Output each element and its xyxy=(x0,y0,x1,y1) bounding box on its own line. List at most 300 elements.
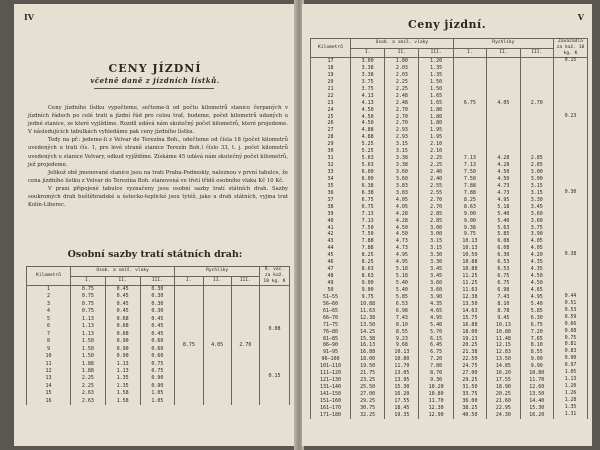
table-row xyxy=(311,65,588,72)
fare-cell: 6.75 xyxy=(453,100,486,107)
fare-cell: 1.13 xyxy=(71,323,106,330)
fare-cell: 5.40 xyxy=(520,301,553,308)
luggage-cell xyxy=(554,231,588,238)
luggage-cell xyxy=(554,79,588,86)
fare-cell: 2.70 xyxy=(385,120,419,127)
km-cell: 41 xyxy=(311,225,351,232)
fare-cell xyxy=(453,107,486,114)
fare-cell: 1.88 xyxy=(71,368,106,375)
fare-cell: 10.13 xyxy=(453,238,486,245)
fare-cell: 2.85 xyxy=(520,155,553,162)
fare-cell: 5.40 xyxy=(419,322,453,329)
km-cell: 7 xyxy=(27,331,71,338)
fare-cell xyxy=(520,141,553,148)
km-cell: 161—170 xyxy=(311,405,351,412)
fare-cell: 7.13 xyxy=(351,211,385,218)
luggage-cell xyxy=(260,286,290,406)
km-cell: 42 xyxy=(311,231,351,238)
fare-rows xyxy=(311,58,588,419)
fare-cell: 5.40 xyxy=(385,280,419,287)
fare-cell: 4.28 xyxy=(487,155,520,162)
luggage-cell: 0.81 xyxy=(554,342,588,349)
fare-cell: 8.63 xyxy=(351,273,385,280)
fare-cell: 14.40 xyxy=(520,398,553,405)
km-cell: 17 xyxy=(311,58,351,65)
instructions-text xyxy=(28,104,288,209)
fare-cell: 10.13 xyxy=(487,322,520,329)
fare-cell: 0.75 xyxy=(140,361,175,368)
km-cell: 16 xyxy=(27,398,71,405)
km-cell: 76—80 xyxy=(311,329,351,336)
fare-cell: 36.00 xyxy=(453,398,486,405)
fare-table-left xyxy=(26,266,290,405)
fare-cell: 15.30 xyxy=(385,384,419,391)
fare-cell: 1.50 xyxy=(71,338,106,345)
divider xyxy=(94,88,214,89)
fare-cell: 27.00 xyxy=(453,370,486,377)
table-row xyxy=(311,190,588,197)
fare-cell xyxy=(520,72,553,79)
fare-cell: 14.25 xyxy=(351,329,385,336)
fare-cell: 7.13 xyxy=(351,218,385,225)
table-row xyxy=(311,120,588,127)
class-header: II. xyxy=(487,48,520,58)
table-row xyxy=(311,238,588,245)
km-cell: 6 xyxy=(27,323,71,330)
fare-cell: 4.35 xyxy=(419,301,453,308)
fare-cell: 10.88 xyxy=(351,301,385,308)
km-cell: 3 xyxy=(27,301,71,308)
fare-cell: 23.25 xyxy=(351,377,385,384)
fare-cell: 1.13 xyxy=(71,331,106,338)
table-row xyxy=(311,377,588,384)
fare-cell: 4.50 xyxy=(385,231,419,238)
express-fare-cell: 4.05 xyxy=(203,286,231,406)
fare-cell: 9.68 xyxy=(385,342,419,349)
fare-cell: 20.25 xyxy=(487,391,520,398)
fare-cell xyxy=(453,148,486,155)
luggage-cell: 0.23 xyxy=(554,114,588,121)
fare-cell: 4.95 xyxy=(385,252,419,259)
class-header: I. xyxy=(175,276,203,286)
km-header: Kilometrů xyxy=(311,39,351,58)
paragraph: Ceny jízdního lístku vypočteme, sečteme-li od počtu kilometrů stanice čerpaných v jízdních řádech po celé trati a jízdní řád pro celou trať, budeme, počet kilometrů udaných u jedné stanice, ze které vyjíždíme. Rozdíl udává nám skutečný počet kilometrů, které projedeme. V následujících tabulkách vyhledáme pak ceny jízdního lístku. xyxy=(28,105,288,136)
km-cell: 46 xyxy=(311,259,351,266)
km-cell: 14 xyxy=(27,383,71,390)
fare-cell xyxy=(520,148,553,155)
fare-cell: 6.53 xyxy=(385,301,419,308)
fare-cell: 2.70 xyxy=(520,100,553,107)
table-row xyxy=(311,349,588,356)
right-page xyxy=(302,4,592,446)
fare-cell: 1.80 xyxy=(419,114,453,121)
km-cell: 56—60 xyxy=(311,301,351,308)
fare-cell: 12.38 xyxy=(453,294,486,301)
fare-cell: 3.75 xyxy=(351,86,385,93)
fare-cell: 8.25 xyxy=(351,252,385,259)
km-cell: 20 xyxy=(311,79,351,86)
fare-cell: 10.13 xyxy=(453,245,486,252)
fare-cell: 14.63 xyxy=(453,308,486,315)
km-cell: 47 xyxy=(311,266,351,273)
km-cell: 81—85 xyxy=(311,336,351,343)
km-cell: 22 xyxy=(311,93,351,100)
fare-cell: 3.38 xyxy=(385,155,419,162)
km-cell: 151—160 xyxy=(311,398,351,405)
fare-cell: 4.13 xyxy=(351,93,385,100)
fare-cell: 8.10 xyxy=(385,322,419,329)
fare-cell: 4.95 xyxy=(487,197,520,204)
km-cell: 61—65 xyxy=(311,308,351,315)
km-cell: 31 xyxy=(311,155,351,162)
fare-cell: 1.50 xyxy=(419,86,453,93)
fare-cell: 7.80 xyxy=(419,363,453,370)
luggage-cell xyxy=(554,155,588,162)
fare-cell: 4.95 xyxy=(385,259,419,266)
fare-cell: 6.75 xyxy=(487,273,520,280)
luggage-cell: 1.35 xyxy=(554,405,588,412)
fare-cell: 3.15 xyxy=(520,183,553,190)
fare-cell: 3.90 xyxy=(419,294,453,301)
fare-cell: 16.13 xyxy=(351,342,385,349)
fare-cell: 8.63 xyxy=(351,266,385,273)
fare-cell: 2.10 xyxy=(419,148,453,155)
class-header: III. xyxy=(140,276,175,286)
fare-cell: 4.35 xyxy=(520,259,553,266)
fare-cell: 1.35 xyxy=(419,65,453,72)
luggage-cell: 0.66 xyxy=(554,322,588,329)
fare-cell xyxy=(453,134,486,141)
fare-cell: 6.15 xyxy=(419,336,453,343)
fare-cell: 25.50 xyxy=(351,384,385,391)
fare-cell: 3.90 xyxy=(520,231,553,238)
fare-cell: 19.50 xyxy=(351,363,385,370)
luggage-cell: 1.31 xyxy=(554,412,588,419)
class-header: II. xyxy=(105,276,140,286)
fare-cell: 17.55 xyxy=(487,377,520,384)
fare-cell: 10.80 xyxy=(419,391,453,398)
km-cell: 44 xyxy=(311,245,351,252)
fare-cell: 3.00 xyxy=(419,231,453,238)
luggage-cell: 1.20 xyxy=(554,384,588,391)
fare-cell xyxy=(453,127,486,134)
fare-cell: 4.50 xyxy=(487,169,520,176)
luggage-cell xyxy=(554,176,588,183)
table-row xyxy=(311,197,588,204)
fare-cell: 8.25 xyxy=(453,197,486,204)
page-subtitle: včetně daně z jízdních lístků. xyxy=(90,76,220,85)
fare-cell: 2.25 xyxy=(71,375,106,382)
fare-cell: 2.55 xyxy=(419,183,453,190)
km-cell: 4 xyxy=(27,308,71,315)
fare-cell xyxy=(453,58,486,65)
fare-cell: 4.05 xyxy=(520,238,553,245)
fare-cell: 0.90 xyxy=(140,375,175,382)
fare-cell: 0.75 xyxy=(71,293,106,300)
fare-cell: 1.58 xyxy=(105,390,140,397)
fare-cell: 11.70 xyxy=(385,363,419,370)
fare-cell: 18.45 xyxy=(385,405,419,412)
fare-cell: 1.95 xyxy=(419,127,453,134)
fare-cell: 31.50 xyxy=(453,384,486,391)
fare-cell: 6.53 xyxy=(487,259,520,266)
fare-cell: 9.38 xyxy=(453,225,486,232)
fare-cell xyxy=(487,120,520,127)
km-cell: 29 xyxy=(311,141,351,148)
fare-cell: 3.15 xyxy=(520,190,553,197)
page-number: V xyxy=(577,12,584,22)
luggage-cell xyxy=(554,169,588,176)
luggage-cell xyxy=(554,225,588,232)
fare-cell: 16.20 xyxy=(385,391,419,398)
fare-cell: 7.43 xyxy=(385,315,419,322)
km-cell: 131—140 xyxy=(311,384,351,391)
fare-cell: 3.60 xyxy=(385,176,419,183)
fare-cell: 5.25 xyxy=(351,141,385,148)
luggage-cell xyxy=(554,120,588,127)
table-row xyxy=(311,259,588,266)
fare-cell: 4.35 xyxy=(520,266,553,273)
fare-cell: 7.50 xyxy=(453,176,486,183)
fare-cell: 3.83 xyxy=(385,190,419,197)
luggage-cell xyxy=(554,204,588,211)
fare-cell xyxy=(520,65,553,72)
km-cell: 50 xyxy=(311,287,351,294)
fare-cell: 0.90 xyxy=(105,353,140,360)
fare-cell: 13.50 xyxy=(453,301,486,308)
fare-cell: 2.70 xyxy=(385,107,419,114)
fare-cell: 19.13 xyxy=(453,336,486,343)
luggage-cell xyxy=(554,72,588,79)
table-row xyxy=(311,127,588,134)
class-header: II. xyxy=(385,48,419,58)
fare-cell: 5.70 xyxy=(419,329,453,336)
fare-cell: 2.70 xyxy=(385,114,419,121)
fare-cell: 16.88 xyxy=(351,349,385,356)
fare-cell: 3.83 xyxy=(385,183,419,190)
table-row xyxy=(311,301,588,308)
fare-cell xyxy=(487,58,520,65)
fare-cell xyxy=(487,65,520,72)
fare-cell: 4.50 xyxy=(351,107,385,114)
fare-cell: 11.63 xyxy=(351,308,385,315)
fare-cell xyxy=(453,72,486,79)
luggage-value: 0.08 xyxy=(268,326,281,332)
fare-cell: 1.58 xyxy=(105,398,140,405)
fare-cell: 2.25 xyxy=(419,162,453,169)
luggage-cell: 0.83 xyxy=(554,349,588,356)
km-cell: 121—130 xyxy=(311,377,351,384)
luggage-cell: 0.59 xyxy=(554,315,588,322)
fare-cell: 19.35 xyxy=(385,412,419,419)
fare-cell: 10.88 xyxy=(453,259,486,266)
fare-cell: 8.70 xyxy=(419,370,453,377)
fare-cell: 2.63 xyxy=(71,398,106,405)
fare-cell: 1.13 xyxy=(71,316,106,323)
fare-cell: 7.88 xyxy=(453,190,486,197)
km-cell: 9 xyxy=(27,346,71,353)
fare-cell: 6.53 xyxy=(487,266,520,273)
page-number: IV xyxy=(24,12,34,22)
km-cell: 96—100 xyxy=(311,356,351,363)
fare-cell xyxy=(487,86,520,93)
fare-cell: 3.45 xyxy=(520,204,553,211)
km-cell: 1 xyxy=(27,286,71,294)
fare-cell: 6.00 xyxy=(351,169,385,176)
fare-cell: 6.38 xyxy=(351,183,385,190)
fare-cell: 16.20 xyxy=(520,412,553,419)
fare-cell: 8.78 xyxy=(487,308,520,315)
fare-cell: 4.65 xyxy=(520,287,553,294)
luggage-cell xyxy=(554,65,588,72)
group-header-express: Rychlíky xyxy=(453,39,553,49)
luggage-cell xyxy=(554,162,588,169)
fare-cell: 5.25 xyxy=(351,148,385,155)
fare-cell: 0.45 xyxy=(140,316,175,323)
table-row xyxy=(311,336,588,343)
fare-cell: 3.15 xyxy=(385,148,419,155)
fare-cell: 1.35 xyxy=(419,72,453,79)
fare-cell: 11.63 xyxy=(453,287,486,294)
fare-cell: 1.80 xyxy=(419,107,453,114)
fare-cell xyxy=(520,58,553,65)
fare-cell: 4.50 xyxy=(487,176,520,183)
fare-cell: 10.80 xyxy=(487,329,520,336)
fare-cell: 1.80 xyxy=(419,120,453,127)
table-row xyxy=(311,100,588,107)
luggage-cell xyxy=(554,266,588,273)
table-row xyxy=(311,114,588,121)
fare-table-right xyxy=(310,38,588,419)
fare-cell: 3.00 xyxy=(351,58,385,65)
fare-cell: 9.23 xyxy=(385,336,419,343)
fare-cell: 13.50 xyxy=(351,322,385,329)
fare-cell: 21.60 xyxy=(487,398,520,405)
fare-cell: 13.50 xyxy=(520,391,553,398)
left-page xyxy=(14,4,296,446)
fare-cell: 4.13 xyxy=(351,100,385,107)
km-cell: 18 xyxy=(311,65,351,72)
luggage-cell xyxy=(554,127,588,134)
fare-cell: 11.70 xyxy=(520,377,553,384)
km-cell: 66—70 xyxy=(311,315,351,322)
fare-cell: 8.25 xyxy=(351,259,385,266)
table-row xyxy=(311,342,588,349)
km-cell: 2 xyxy=(27,293,71,300)
fare-cell: 4.28 xyxy=(487,162,520,169)
fare-cell: 1.80 xyxy=(385,58,419,65)
km-cell: 39 xyxy=(311,211,351,218)
fare-cell: 5.40 xyxy=(385,287,419,294)
km-cell: 24 xyxy=(311,107,351,114)
table-row xyxy=(311,315,588,322)
luggage-value: 0.15 xyxy=(268,373,281,380)
km-cell: 30 xyxy=(311,148,351,155)
fare-cell xyxy=(453,86,486,93)
fare-cell: 5.85 xyxy=(520,308,553,315)
km-cell: 35 xyxy=(311,183,351,190)
fare-cell: 16.20 xyxy=(487,370,520,377)
fare-cell: 21.75 xyxy=(351,370,385,377)
fare-cell: 9.75 xyxy=(351,294,385,301)
fare-cell: 0.68 xyxy=(105,331,140,338)
fare-cell: 2.70 xyxy=(419,197,453,204)
fare-cell: 3.15 xyxy=(419,238,453,245)
fare-cell: 3.15 xyxy=(419,245,453,252)
km-cell: 36 xyxy=(311,190,351,197)
fare-cell: 1.13 xyxy=(105,361,140,368)
fare-cell: 8.55 xyxy=(520,349,553,356)
fare-cell: 5.85 xyxy=(487,231,520,238)
luggage-cell xyxy=(554,141,588,148)
express-fare-cell: 2.70 xyxy=(231,286,259,406)
fare-cell: 4.28 xyxy=(385,211,419,218)
luggage-cell: 0.53 xyxy=(554,308,588,315)
fare-cell: 4.05 xyxy=(520,245,553,252)
class-header: III. xyxy=(419,48,453,58)
fare-cell: 0.68 xyxy=(105,323,140,330)
fare-cell: 0.90 xyxy=(105,338,140,345)
table-row xyxy=(311,329,588,336)
km-cell: 25 xyxy=(311,114,351,121)
fare-cell: 1.05 xyxy=(140,398,175,405)
fare-cell: 29.25 xyxy=(453,377,486,384)
fare-cell: 6.75 xyxy=(351,197,385,204)
table-row xyxy=(311,107,588,114)
fare-cell: 2.40 xyxy=(419,169,453,176)
fare-cell xyxy=(520,127,553,134)
table-row xyxy=(27,286,290,294)
fare-cell: 4.95 xyxy=(520,294,553,301)
km-cell: 48 xyxy=(311,273,351,280)
fare-cell: 3.60 xyxy=(419,287,453,294)
fare-cell: 2.10 xyxy=(419,141,453,148)
luggage-cell: 0.68 xyxy=(554,329,588,336)
table-row xyxy=(311,211,588,218)
fare-cell: 4.73 xyxy=(385,238,419,245)
luggage-cell xyxy=(554,238,588,245)
class-header: III. xyxy=(231,276,259,286)
fare-cell: 3.60 xyxy=(520,218,553,225)
table-row xyxy=(311,273,588,280)
fare-cell: 4.05 xyxy=(385,204,419,211)
fare-cell: 9.00 xyxy=(351,287,385,294)
fare-cell: 4.50 xyxy=(351,120,385,127)
fare-cell: 1.65 xyxy=(419,93,453,100)
km-cell: 10 xyxy=(27,353,71,360)
table-row xyxy=(311,86,588,93)
table-row xyxy=(311,155,588,162)
fare-cell: 6.08 xyxy=(487,238,520,245)
fare-cell: 5.18 xyxy=(385,266,419,273)
fare-cell: 3.00 xyxy=(520,176,553,183)
km-cell: 19 xyxy=(311,72,351,79)
fare-cell: 4.73 xyxy=(487,190,520,197)
table-row xyxy=(311,370,588,377)
class-header: I. xyxy=(351,48,385,58)
fare-cell: 2.03 xyxy=(385,65,419,72)
fare-cell: 2.48 xyxy=(385,93,419,100)
group-header-passenger: Osob. a smíš. vlaky xyxy=(71,267,175,277)
fare-cell: 2.63 xyxy=(71,390,106,397)
fare-cell: 4.20 xyxy=(520,252,553,259)
fare-cell: 3.60 xyxy=(385,169,419,176)
luggage-cell xyxy=(554,273,588,280)
table-row xyxy=(311,405,588,412)
class-header: I. xyxy=(71,276,106,286)
fare-cell: 0.45 xyxy=(105,308,140,315)
fare-cell: 2.25 xyxy=(385,86,419,93)
